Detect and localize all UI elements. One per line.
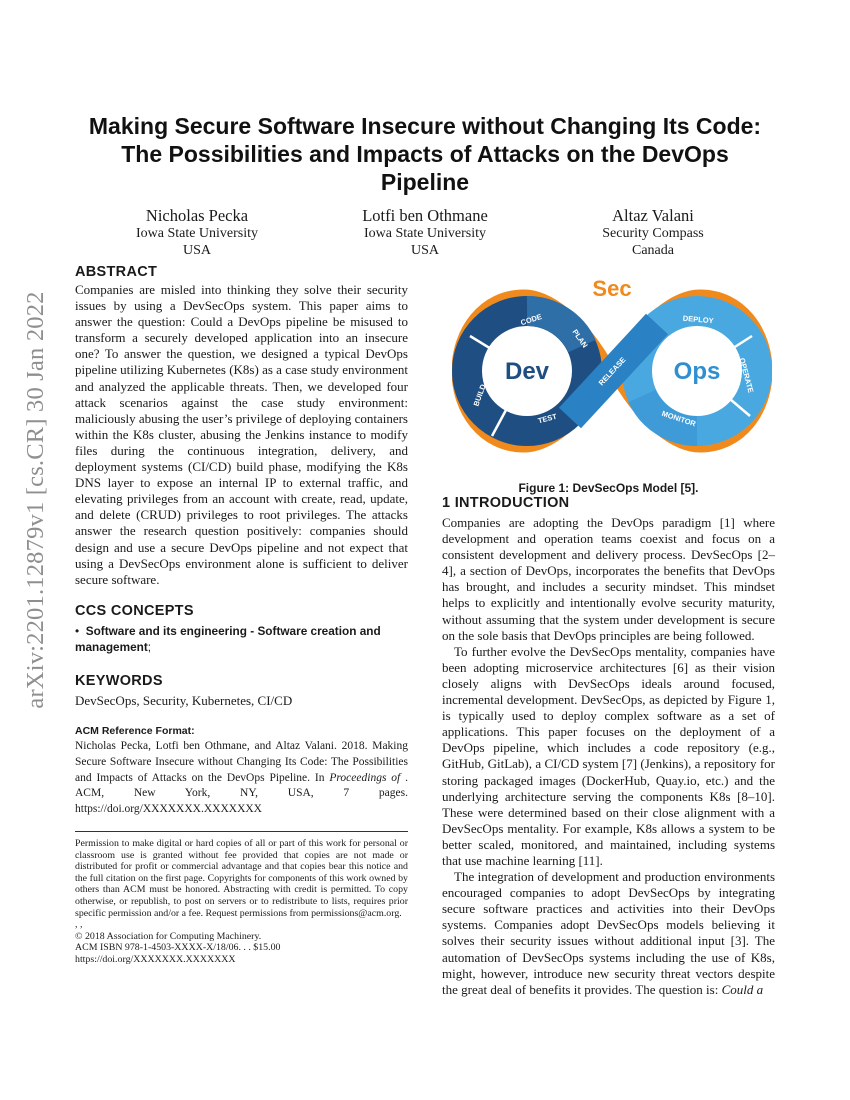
stage-deploy-label: DEPLOY [682,313,714,326]
permission-text: Permission to make digital or hard copies of all or part of this work for personal or classroom use is granted without fee provided that copies are not made or distributed for profit or commercial advantage and that copies bear this notice and the full citation on the first page. Copyrights for components of this work owned by others than ACM must be honored. Abstracting with credit is permitted. To copy otherwise, or republish, to post on servers or to redistribute to lists, requires prior specific permission and/or a fee. Request permissions from permissions@acm.org. [75,838,408,919]
stage-test-label: TEST [536,411,558,426]
permission-footnote [75,831,408,966]
ccs-concept-item [75,623,408,655]
intro-paragraph-3-text: The integration of development and production environments encouraged companies to adopt DevSecOps by integrating secure software practices and activities into their DevOps systems. Companies adopt DevSecOps models believing it solves their security issues without additional input [3]. The automation of DevSecOps systems including the use of K8s, might, however, introduce new security threat vectors despite the great deal of benefits it provides. The question is: [442,869,775,997]
acm-reference-italic: Proceedings of [329,771,406,784]
permission-commas: , , [75,919,83,931]
devsecops-figure [452,276,772,466]
abstract-heading: ABSTRACT [75,264,158,280]
stage-build-label: BUILD [471,382,488,408]
paper-title [60,112,790,196]
acm-reference-post: . ACM, New York, NY, USA, 7 pages. https://doi.org/XXXXXXX.XXXXXXX [75,771,408,815]
author-affiliation: Iowa State University [363,226,487,241]
author-affiliation: Security Compass [602,226,704,241]
title-line-1: Making Secure Software Insecure without Changing Its Code: [88,113,762,139]
author-block-2 [325,206,525,259]
intro-paragraph-1: Companies are adopting the DevOps paradigm [1] where development and operation teams coexist and focus on a consistent development and delivery process. DevSecOps [2–4], a section of DevOps, incorporates the benefits that DevOps has brought, and includes a security mindset. This mindset helps to explicitly and intentionally evolve security maturity, without assuming that the system under development is secure on the sole basis that DevOps principles are being followed. [442,515,775,643]
devsecops-diagram [452,276,772,466]
figure-caption: Figure 1: DevSecOps Model [5]. [518,481,699,495]
ccs-concept-text: Software and its engineering - Software creation and management [75,623,381,654]
bullet: • [75,623,80,638]
ccs-heading: CCS CONCEPTS [75,602,194,619]
arxiv-identifier-text: arXiv:2201.12879v1 [cs.CR] 30 Jan 2022 [22,291,49,709]
isbn-line: ACM ISBN 978-1-4503-XXXX-X/18/06. . . $15.00 [75,942,281,954]
author-name: Altaz Valani [612,206,694,225]
ccs-concept-end: ; [147,639,152,654]
stage-code-label: CODE [519,311,543,328]
stage-operate-label: OPERATE [737,356,756,394]
abstract-text: Companies are misled into thinking they solve their security issues by using a DevSecOps system. This paper aims to answer the question: Could a DevOps pipeline be misused to transform a securely developed application into an insecure one? To answer the question, we designed a typical DevOps pipeline utilizing Kubernetes (K8s) as a case study environment and analyzed the applicable threats. Then, we developed four attack scenarios against the case study environment: maliciously abusing the user’s privilege of deploying containers within the K8s cluster, abusing the Jenkins instance to modify files during the continuous integration, delivery, and deployment systems (CI/CD) build phase, modifying the K8s DNS layer to expose an internal IP to external traffic, and elevating privileges from an account with create, read, update, and delete (CRUD) privileges to root privileges. The attacks answer the research question positively: companies should design and use a secure DevOps pipeline and not expect that using a DevSecOps environment alone is sufficient to deliver secure software. [75,282,408,587]
author-block-1 [97,206,297,259]
ops-label: Ops [673,358,721,385]
title-line-3: Pipeline [380,169,470,195]
author-name: Lotfi ben Othmane [362,206,488,225]
author-block-3 [553,206,753,259]
keywords-text: DevSecOps, Security, Kubernetes, CI/CD [75,692,293,708]
arxiv-identifier [14,291,58,709]
author-country: USA [410,242,439,258]
acm-reference-pre: Nicholas Pecka, Lotfi ben Othmane, and Altaz Valani. 2018. Making Secure Software Insecure without Changing Its Code: The Possibilities and Impacts of Attacks on the DevOps Pipeline. In [75,740,408,784]
right-column [442,494,775,998]
intro-paragraph-2: To further evolve the DevSecOps mentality, companies have been adopting microservice architectures [6] as their vision closely aligns with DevSecOps ideals around focused, incremental development. DevSecOps, as depicted by Figure 1, is typically used to deploy complex software as a set of applications. This paper focuses on the deployment of a DevOps pipeline, which includes a code repository (e.g., GitHub, GitLab), a CI/CD system [7] (Jenkins), a repository for storing packaged images (DockerHub, Quay.io, etc.) and the underlying architecture serving the components K8s [8–10]. These were determined based on their close alignment with a DevSecOps mentality. For example, K8s allows a system to be better scaled, monitored, and maintained, including systems that use machine learning [11]. [442,643,775,868]
author-name: Nicholas Pecka [145,206,249,225]
left-column [75,263,408,817]
acm-reference-label: ACM Reference Format: [75,724,195,737]
stage-release-label: RELEASE [596,355,628,388]
keywords-heading: KEYWORDS [75,672,163,689]
stage-plan-label: PLAN [570,327,590,350]
doi-line: https://doi.org/XXXXXXX.XXXXXXX [75,953,236,965]
sec-label: Sec [592,276,632,301]
stage-monitor-label: MONITOR [660,408,697,429]
acm-reference [75,724,408,818]
author-country: USA [182,242,211,258]
introduction-heading: 1 INTRODUCTION [442,495,570,511]
author-country: Canada [632,242,674,258]
intro-paragraph-3 [442,869,775,998]
intro-paragraph-3-italic: Could a [721,981,764,997]
dev-label: Dev [504,358,550,385]
copyright-line: © 2018 Association for Computing Machinery. [75,930,262,942]
author-affiliation: Iowa State University [135,226,259,241]
title-line-2: The Possibilities and Impacts of Attacks on the DevOps [121,141,729,167]
